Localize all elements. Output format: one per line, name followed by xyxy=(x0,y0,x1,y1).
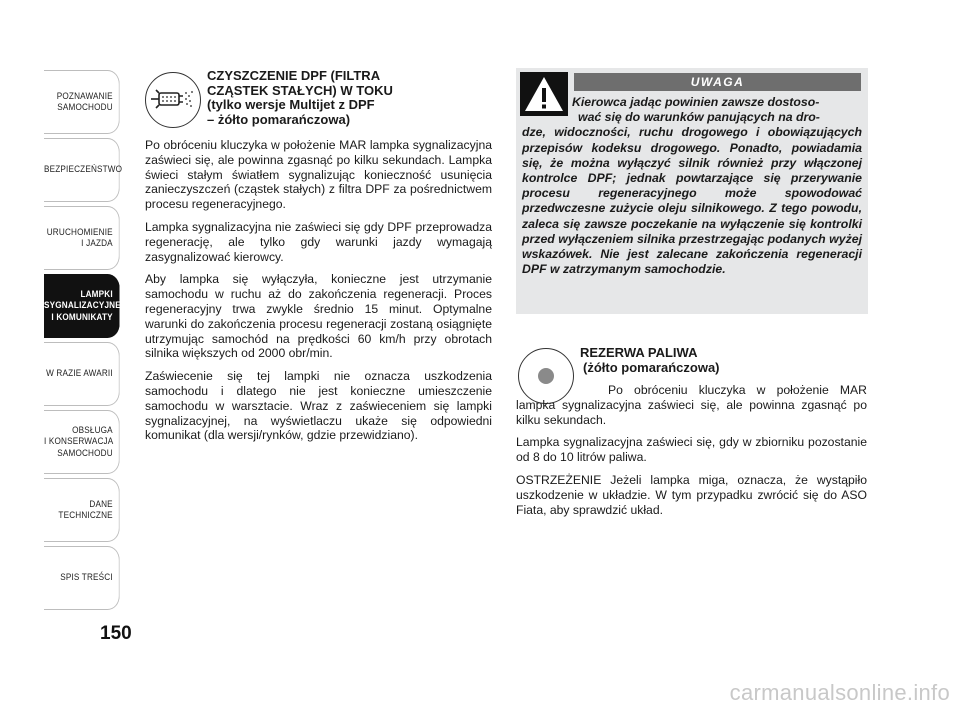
tab-dane-techniczne[interactable] xyxy=(44,478,120,542)
fuel-body xyxy=(516,383,867,525)
dpf-paragraph: Lampka sygnalizacyjna nie zaświeci się gdy DPF przeprowadza regenerację, ale tylko gdy warunki jazdy wymagają zasygnalizować kierowcy. xyxy=(145,219,492,264)
tab-label-line: OBSŁUGA xyxy=(72,424,113,436)
warning-title: UWAGA xyxy=(574,73,861,91)
warning-line: wać się do warunków panujących na dro- xyxy=(578,110,820,125)
heading-line: CZYSZCZENIE DPF (FILTRA xyxy=(207,68,381,83)
tab-poznawanie-samochodu[interactable] xyxy=(44,70,120,134)
tab-label-line: SYGNALIZACYJNE xyxy=(44,300,121,312)
tab-label-line: SAMOCHODU xyxy=(57,447,113,459)
tab-label-line: LAMPKI xyxy=(80,288,113,300)
dpf-heading xyxy=(207,69,497,127)
page-number: 150 xyxy=(100,623,132,644)
fuel-paragraph: Lampka sygnalizacyjna zaświeci się, gdy w zbiorniku pozostanie od 8 do 10 litrów paliwa. xyxy=(516,435,867,465)
warning-text xyxy=(522,95,862,277)
heading-line: CZĄSTEK STAŁYCH) W TOKU xyxy=(207,82,393,98)
tab-obsluga-i-konserwacja[interactable] xyxy=(44,410,120,474)
tab-bezpieczenstwo[interactable] xyxy=(44,138,123,202)
dpf-paragraph: Po obróceniu kluczyka w położenie MAR lampka sygnalizacyjna zaświeci się, ale powinna zgasnąć po kilku sekundach. Lampka świeci stałym światłem sygnalizując konieczność usunięcia zanieczyszczeń (cząstek stałych) z filtra DPF za pośrednictwem procesu regeneracyjnego. xyxy=(145,138,492,212)
watermark: carmanualsonline.info xyxy=(729,680,950,705)
tab-w-razie-awarii[interactable] xyxy=(44,342,120,406)
tab-uruchomienie-i-jazda[interactable] xyxy=(44,206,120,270)
fuel-heading xyxy=(580,345,860,375)
dpf-body xyxy=(145,138,492,451)
warning-line: Kierowca jadąc powinien zawsze dostoso- xyxy=(572,95,820,109)
heading-line: (tylko wersje Multijet z DPF xyxy=(207,97,375,112)
fuel-heading-subtitle: (żółto pomarańczowa) xyxy=(583,360,720,375)
tab-label-line: I JAZDA xyxy=(81,238,113,249)
tab-label-line: POZNAWANIE xyxy=(56,90,113,102)
tab-spis-tresci[interactable] xyxy=(44,546,120,610)
fuel-heading-title: REZERWA PALIWA xyxy=(580,345,698,360)
tab-label-line: TECHNICZNE xyxy=(58,510,113,521)
tab-label-line: I KONSERWACJA xyxy=(44,436,114,448)
warning-rest: dze, widoczności, ruchu drogowego i obowiązujących przepisów kodeksu drogowego. Ponadto, powiadamia się, że można wyłączyć silnik również przy włączonej kontrolce DPF; jednak powtarzające się przerywanie procesu regeneracyjnego może spowodować przedwczesne zużycie oleju silnikowego. Z tego powodu, zaleca się zawsze poczekanie na wyłączenie się kontrolki przed wyłączeniem silnika przestrzegając podanych wyżej wskazówek. Nie jest zalecane zakończenia regeneracji DPF w zatrzymanym samochodzie. xyxy=(522,125,862,277)
dpf-warning-lamp-icon xyxy=(145,72,201,128)
dpf-paragraph: Aby lampka się wyłączyła, konieczne jest utrzymanie samochodu w ruchu aż do zakończenia regeneracji. Proces regeneracyjny trwa zwykle średnio 15 minut. Optymalne warunki do zakończenia procesu regeneracji zostaną osiągnięte utrzymując samochód na prędkości 60 km/h przy obrotach silnika większych od 2000 obr/min. xyxy=(145,272,492,361)
tab-label-line: W RAZIE AWARII xyxy=(46,368,113,380)
tab-label-line: DANE xyxy=(89,498,113,510)
tab-label-line: URUCHOMIENIE xyxy=(46,226,113,238)
tab-label-line: BEZPIECZEŃSTWO xyxy=(44,164,123,176)
tab-label-line: SAMOCHODU xyxy=(57,102,113,113)
heading-line: – żółto pomarańczowa) xyxy=(207,111,351,127)
tab-label-line: SPIS TREŚCI xyxy=(60,572,113,584)
dpf-paragraph: Zaświecenie się tej lampki nie oznacza uszkodzenia samochodu i dlatego nie jest konieczne umieszczenie samochodu w warsztacie. Wraz z zaświeceniem się lampki sygnalizacyjnej, na wyświetlaczu ukaże się odpowiedni komunikat (dla wersji/rynków, gdzie przewidziano). xyxy=(145,369,492,443)
fuel-paragraph: OSTRZEŻENIE Jeżeli lampka miga, oznacza, że wystąpiło uszkodzenie w układzie. W tym przypadku zwrócić się do ASO Fiata, aby sprawdzić układ. xyxy=(516,472,867,517)
tab-lampki-sygnalizacyjne[interactable] xyxy=(44,274,120,338)
fuel-paragraph: Po obróceniu kluczyka w położenie MAR lampka sygnalizacyjna zaświeci się, ale powinna zgasnąć po kilku sekundach. xyxy=(516,383,867,427)
tab-label-line: I KOMUNIKATY xyxy=(51,311,113,323)
